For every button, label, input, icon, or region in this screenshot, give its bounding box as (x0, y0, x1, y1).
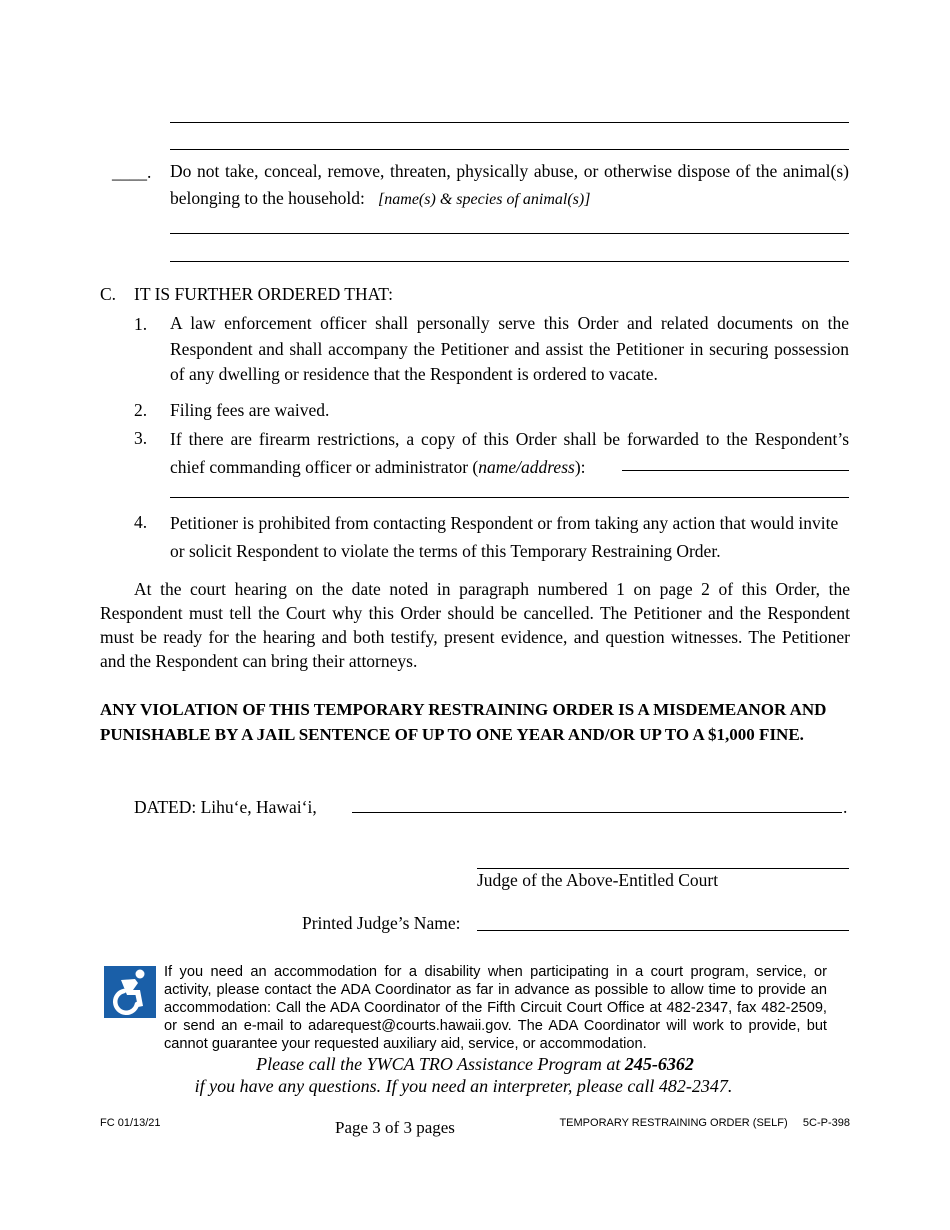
animals-item-hint: [name(s) & species of animal(s)] (378, 191, 591, 208)
ada-notice: If you need an accommodation for a disability when participating in a court program, service, or activity, please contact the ADA Coordinator as far in advance as possible to allow time to provide an accommodation: Call the ADA Coordinator of the Fifth Circuit Court Office at 482-2347, fax 482-2509, or send an e-mail to adarequest@courts.hawaii.gov. The ADA Coordinator will work to provide, but cannot guarantee your requested auxiliary aid, service, or accommodation. (164, 964, 827, 1052)
item-4-number: 4. (134, 512, 148, 532)
footer-form-date: FC 01/13/21 (100, 1117, 161, 1129)
item-2-text: Filing fees are waived. (170, 400, 330, 420)
dated-blank[interactable] (352, 812, 842, 813)
ywca-phone: 245-6362 (624, 1054, 694, 1074)
section-c-letter: C. (100, 284, 117, 304)
ywca-line-2: if you have any questions. If you need an interpreter, please call 482-2347. (194, 1076, 733, 1096)
animals-item-marker: ____. (112, 162, 152, 182)
ywca-line-1-text: Please call the YWCA TRO Assistance Program at (256, 1054, 621, 1074)
accessibility-icon (104, 966, 156, 1018)
footer-page-number: Page 3 of 3 pages (335, 1118, 455, 1137)
item-3-text-ital: name/address (478, 457, 575, 477)
footer-form-title: TEMPORARY RESTRAINING ORDER (SELF) 5C-P-398 (559, 1117, 850, 1129)
animals-item-main: Do not take, conceal, remove, threaten, physically abuse, or otherwise dispose of the animal(s) belonging to the household: (170, 161, 849, 208)
hearing-paragraph: At the court hearing on the date noted in paragraph numbered 1 on page 2 of this Order, the Respondent must tell the Court why this Order should be cancelled. The Petitioner and the Respondent must be ready for the hearing and both testify, present evidence, and question witnesses. The Petitioner and the Respondent can bring their attorneys. (100, 579, 850, 671)
blank-line-address-1[interactable] (622, 470, 849, 471)
blank-line-animals-2[interactable] (170, 261, 849, 262)
violation-warning: ANY VIOLATION OF THIS TEMPORARY RESTRAINING ORDER IS A MISDEMEANOR AND PUNISHABLE BY A JAIL SENTENCE OF UP TO ONE YEAR AND/OR UP TO A $1,000 FINE. (100, 700, 827, 744)
blank-line-1[interactable] (170, 122, 849, 123)
item-3-text (170, 425, 849, 481)
item-3-number: 3. (134, 428, 148, 448)
dated-label: DATED: Lihu‘e, Hawai‘i, (134, 797, 317, 817)
judge-caption: Judge of the Above-Entitled Court (477, 870, 719, 890)
item-1-number: 1. (134, 314, 148, 334)
item-4-text: Petitioner is prohibited from contacting Respondent or from taking any action that would invite or solicit Respondent to violate the terms of this Temporary Restraining Order. (170, 513, 839, 561)
printed-name-blank[interactable] (477, 930, 849, 931)
item-1-text: A law enforcement officer shall personally serve this Order and related documents on the Respondent and shall accompany the Petitioner and assist the Petitioner in securing possession of any dwelling or residence that the Respondent is ordered to vacate. (170, 313, 849, 384)
blank-line-2[interactable] (170, 149, 849, 150)
printed-name-label: Printed Judge’s Name: (302, 913, 461, 933)
section-c-heading: IT IS FURTHER ORDERED THAT: (134, 284, 393, 304)
animals-item-text (170, 158, 849, 213)
dated-end: . (843, 797, 848, 817)
blank-line-animals-1[interactable] (170, 233, 849, 234)
item-2-number: 2. (134, 400, 148, 420)
blank-line-address-2[interactable] (170, 497, 849, 498)
item-3-text-b: ): (574, 457, 586, 477)
item-3-text-a: If there are firearm restrictions, a copy of this Order shall be forwarded to the Respondent’s chief commanding officer or administrator ( (170, 429, 849, 477)
